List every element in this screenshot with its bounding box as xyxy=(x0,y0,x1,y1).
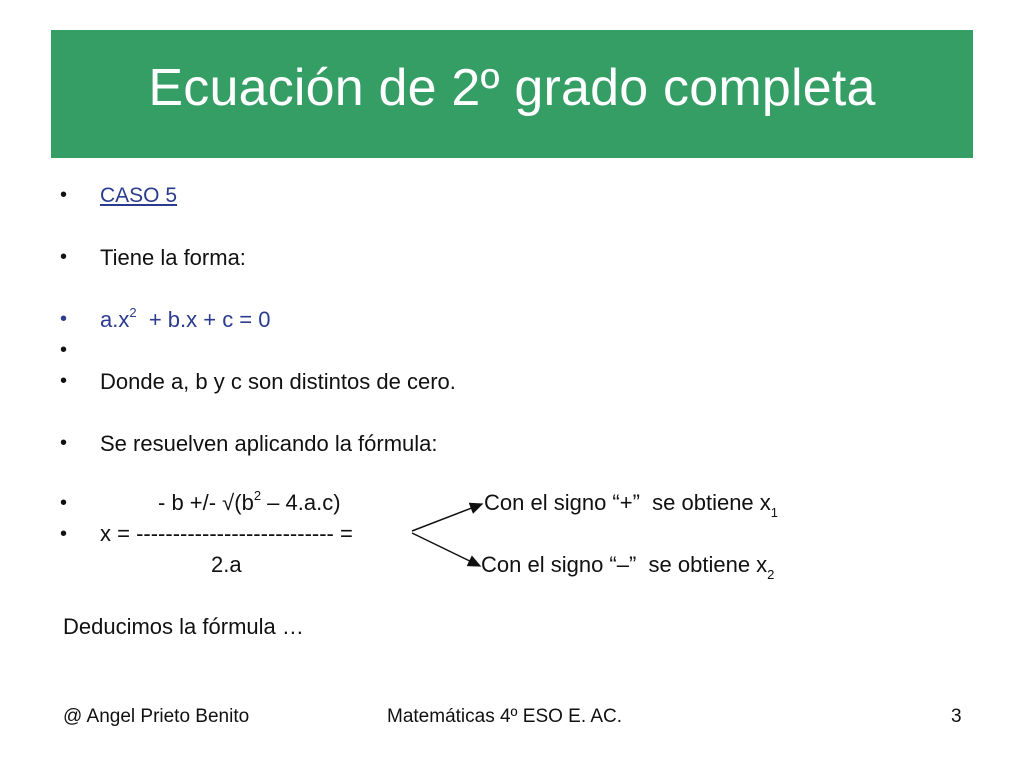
bullet-marker: • xyxy=(60,432,68,454)
case-plus-text: Con el signo “+” se obtiene x xyxy=(484,490,771,515)
method-text: Se resuelven aplicando la fórmula: xyxy=(100,431,438,456)
case-plus-subscript: 1 xyxy=(770,505,779,520)
bullet-marker: • xyxy=(60,184,68,206)
slide-title: Ecuación de 2º grado completa xyxy=(148,59,876,117)
deduction-text: Deducimos la fórmula … xyxy=(63,614,304,639)
formula-fraction-line: x = --------------------------- = xyxy=(100,521,353,546)
arrow-to-minus xyxy=(412,533,480,566)
bullet-marker: • xyxy=(60,370,68,392)
footer-page-number: 3 xyxy=(951,706,962,727)
bullet-marker: • xyxy=(60,246,68,268)
footer-author: @ Angel Prieto Benito xyxy=(63,706,250,727)
footer-course: Matemáticas 4º ESO E. AC. xyxy=(387,706,623,727)
case-minus-text: Con el signo “–” se obtiene x xyxy=(481,552,768,577)
bullet-marker: • xyxy=(60,492,68,514)
bullet-marker: • xyxy=(60,308,68,330)
equation-term-a: a.x xyxy=(100,307,130,332)
case-minus-subscript: 2 xyxy=(767,567,775,582)
equation-exponent: 2 xyxy=(129,305,137,320)
numerator-part-a: - b +/- √(b xyxy=(158,490,254,515)
form-label: Tiene la forma: xyxy=(100,245,246,270)
condition-text: Donde a, b y c son distintos de cero. xyxy=(100,369,456,394)
arrow-to-plus xyxy=(412,504,482,531)
numerator-part-b: – 4.a.c) xyxy=(261,490,341,515)
numerator-exponent: 2 xyxy=(253,488,262,503)
formula-denominator: 2.a xyxy=(211,552,242,577)
equation-rest: + b.x + c = 0 xyxy=(136,307,271,332)
bullet-marker: • xyxy=(60,339,68,361)
bullet-marker: • xyxy=(60,523,68,545)
case-heading: CASO 5 xyxy=(100,184,178,207)
